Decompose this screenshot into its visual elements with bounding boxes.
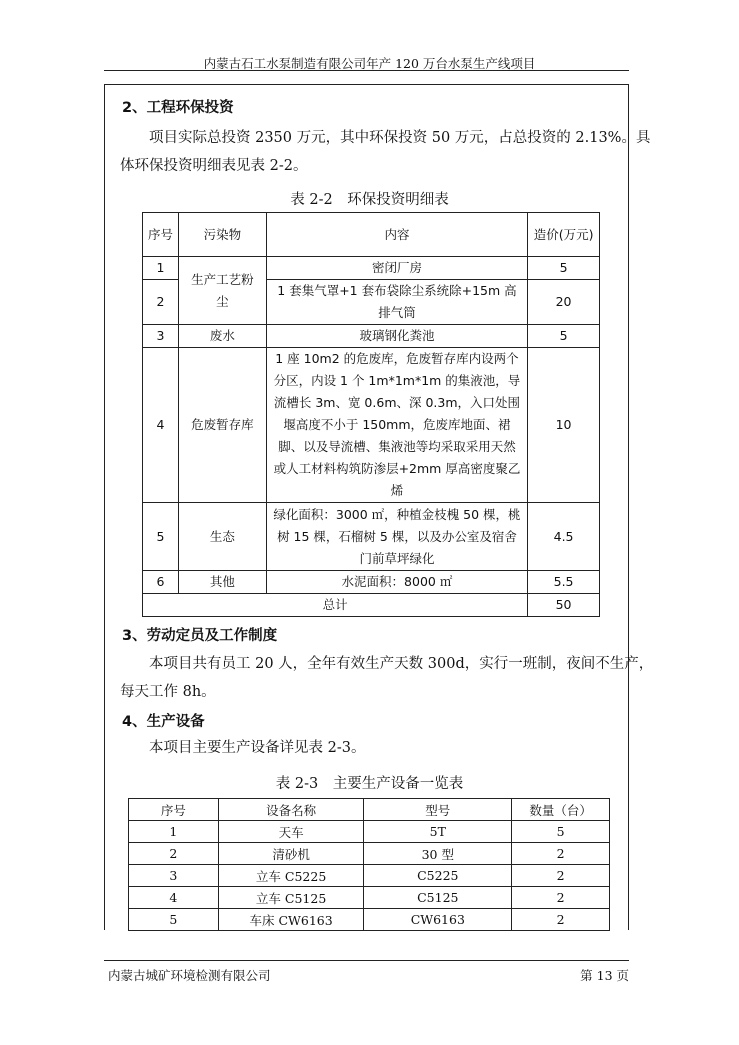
cell-pollutant: 其他	[178, 571, 266, 594]
header-content: 内容	[266, 213, 527, 257]
table23-caption: 表 2-3 主要生产设备一览表	[275, 776, 464, 792]
header-name: 设备名称	[218, 799, 364, 821]
table-row	[143, 503, 600, 571]
cell-qty: 2	[512, 887, 610, 909]
cell-model: C5225	[364, 865, 512, 887]
cell-pollutant: 废水	[178, 325, 266, 348]
table-row	[129, 865, 610, 887]
cell-model: CW6163	[364, 909, 512, 931]
cell-seq: 2	[129, 843, 219, 865]
table22-caption: 表 2-2 环保投资明细表	[290, 192, 449, 208]
cell-content: 绿化面积：3000 ㎡，种植金枝槐 50 棵，桃树 15 棵，石榴树 5 棵，以及办公室及宿舍门前草坪绿化	[266, 503, 527, 571]
table-row	[143, 348, 600, 503]
table-row	[129, 821, 610, 843]
cell-pollutant: 生产工艺粉尘	[178, 257, 266, 325]
cell-name: 车床 CW6163	[218, 909, 364, 931]
cell-cost: 4.5	[528, 503, 600, 571]
cell-qty: 5	[512, 821, 610, 843]
page-header-title: 内蒙古石工水泵制造有限公司年产 120 万台水泵生产线项目	[203, 56, 536, 71]
cell-seq: 5	[143, 503, 179, 571]
cell-name: 立车 C5225	[218, 865, 364, 887]
header-pollutant: 污染物	[178, 213, 266, 257]
total-value: 50	[528, 594, 600, 617]
table-total-row	[143, 594, 600, 617]
header-seq: 序号	[143, 213, 179, 257]
cell-content: 玻璃钢化粪池	[266, 325, 527, 348]
investment-paragraph-line1: 项目实际总投资 2350 万元，其中环保投资 50 万元，占总投资的 2.13%。具	[149, 130, 651, 146]
env-investment-table	[142, 212, 600, 617]
cell-seq: 6	[143, 571, 179, 594]
cell-name: 天车	[218, 821, 364, 843]
total-label: 总计	[143, 594, 528, 617]
section-heading-equipment: 4、生产设备	[122, 714, 205, 730]
cell-content: 1 座 10m2 的危废库，危废暂存库内设两个分区，内设 1 个 1m*1m*1m 的集液池，导流槽长 3m、宽 0.6m、深 0.3m，入口处围堰高度不小于 150mm，危废库地面、裙脚、以及导流槽、集液池等均采取采用天然或人工材料构筑防渗层+2mm 厚高密度聚乙烯	[266, 348, 527, 503]
cell-seq: 1	[129, 821, 219, 843]
cell-name: 立车 C5125	[218, 887, 364, 909]
labor-paragraph-line2: 每天工作 8h。	[120, 684, 216, 700]
footer-rule	[104, 960, 629, 961]
table-row	[143, 325, 600, 348]
cell-name: 清砂机	[218, 843, 364, 865]
table-row	[129, 843, 610, 865]
cell-seq: 3	[129, 865, 219, 887]
cell-cost: 20	[528, 280, 600, 325]
table-header-row	[129, 799, 610, 821]
header-model: 型号	[364, 799, 512, 821]
cell-seq: 3	[143, 325, 179, 348]
table-row	[143, 257, 600, 280]
cell-pollutant: 生态	[178, 503, 266, 571]
header-qty: 数量（台）	[512, 799, 610, 821]
cell-seq: 4	[143, 348, 179, 503]
equipment-paragraph: 本项目主要生产设备详见表 2-3。	[149, 740, 366, 756]
header-cost: 造价(万元)	[528, 213, 600, 257]
equipment-table	[128, 798, 610, 931]
cell-cost: 5	[528, 325, 600, 348]
section-heading-investment: 2、工程环保投资	[122, 100, 234, 116]
table-row	[143, 571, 600, 594]
cell-content: 密闭厂房	[266, 257, 527, 280]
cell-seq: 2	[143, 280, 179, 325]
footer-page-number: 第 13 页	[580, 968, 629, 983]
section-heading-labor: 3、劳动定员及工作制度	[122, 628, 278, 644]
cell-seq: 5	[129, 909, 219, 931]
cell-cost: 5	[528, 257, 600, 280]
labor-paragraph-line1: 本项目共有员工 20 人，全年有效生产天数 300d，实行一班制，夜间不生产，	[149, 656, 654, 672]
cell-content: 1 套集气罩+1 套布袋除尘系统除+15m 高排气筒	[266, 280, 527, 325]
cell-seq: 1	[143, 257, 179, 280]
investment-paragraph-line2: 体环保投资明细表见表 2-2。	[120, 158, 308, 174]
cell-qty: 2	[512, 909, 610, 931]
cell-qty: 2	[512, 843, 610, 865]
cell-cost: 10	[528, 348, 600, 503]
table-header-row	[143, 213, 600, 257]
table-row	[129, 887, 610, 909]
footer-company: 内蒙古城矿环境检测有限公司	[108, 968, 271, 983]
header-seq: 序号	[129, 799, 219, 821]
cell-cost: 5.5	[528, 571, 600, 594]
cell-seq: 4	[129, 887, 219, 909]
cell-model: 30 型	[364, 843, 512, 865]
cell-model: C5125	[364, 887, 512, 909]
cell-model: 5T	[364, 821, 512, 843]
cell-qty: 2	[512, 865, 610, 887]
cell-pollutant: 危废暂存库	[178, 348, 266, 503]
cell-content: 水泥面积：8000 ㎡	[266, 571, 527, 594]
table-row	[129, 909, 610, 931]
header-rule	[104, 70, 629, 71]
